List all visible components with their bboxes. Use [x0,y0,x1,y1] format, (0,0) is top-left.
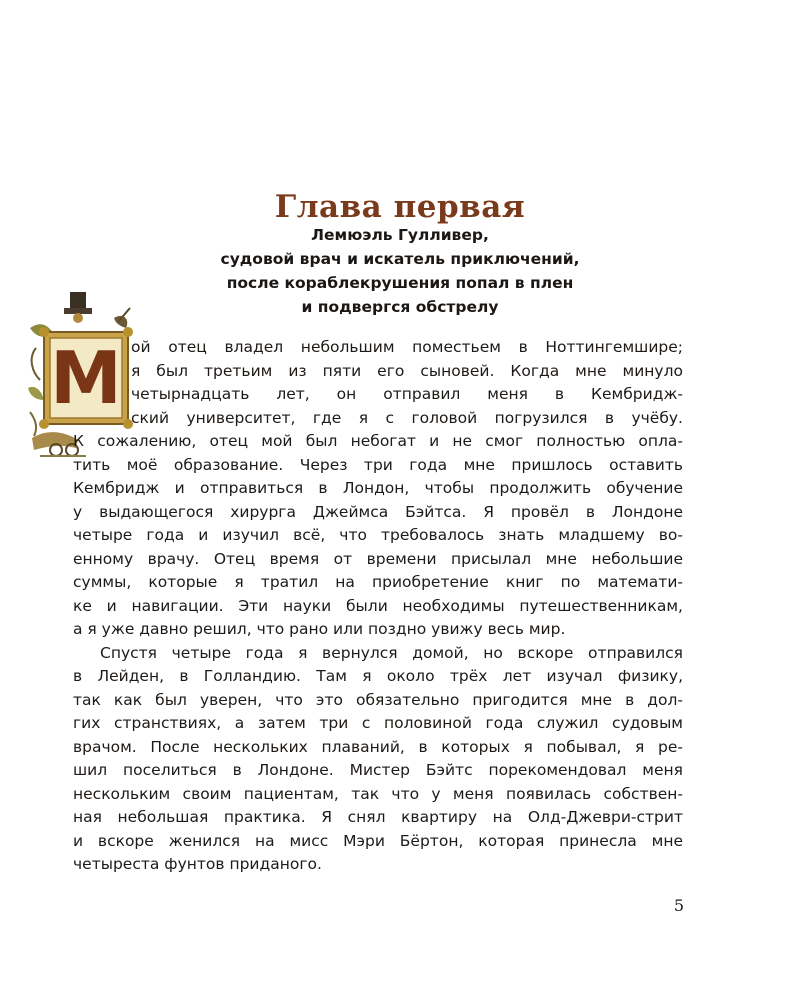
text-line: Кембридж и отправиться в Лондон, чтобы продолжить обучение [73,479,683,497]
subtitle-line: Лемюэль Гулливер, [311,226,489,244]
page-number: 5 [673,896,685,915]
text-line: четырнадцать лет, он отправил меня в Кембридж- [131,385,683,403]
chapter-title: Глава первая [274,188,526,225]
text-line: К сожалению, отец мой был небогат и не смог полностью опла- [73,432,683,450]
paragraph [73,336,683,642]
subtitle-line: судовой врач и искатель приключений, [220,250,580,268]
text-line: я был третьим из пяти его сыновей. Когда мне минуло [131,361,683,380]
text-line: четыреста фунтов приданого. [73,855,322,873]
text-line: четыре года и изучил всё, что требовалось знать младшему во- [73,526,683,544]
body-text [73,336,683,877]
text-line: ке и навигации. Эти науки были необходимы путешественникам, [73,596,683,615]
paragraph [73,642,683,877]
text-line: ой отец владел небольшим поместьем в Ноттингемшире; [131,338,683,356]
text-line: ная небольшая практика. Я снял квартиру на Олд-Джеври-стрит [73,808,683,826]
text-line: суммы, которые я тратил на приобретение книг по математи- [73,573,683,591]
text-line: Спустя четыре года я вернулся домой, но вскоре отправился [100,643,683,662]
text-line: и вскоре женился на мисс Мэри Бёртон, которая принесла мне [73,831,683,850]
text-line: тить моё образование. Через три года мне пришлось оставить [73,455,683,474]
chapter-subtitle [150,223,650,319]
text-line: шил поселиться в Лондоне. Мистер Бэйтс порекомендовал меня [73,761,683,779]
text-line: так как был уверен, что это обязательно пригодится мне в дол- [73,690,683,709]
subtitle-line: после кораблекрушения попал в плен [226,274,574,292]
text-line: енному врачу. Отец время от времени присылал мне небольшие [73,549,683,568]
text-line: ский университет, где я с головой погрузился в учёбу. [131,408,683,427]
text-line: врачом. После нескольких плаваний, в которых я побывал, я ре- [73,737,683,756]
text-line: в Лейден, в Голландию. Там я около трёх лет изучал физику, [73,667,683,685]
subtitle-line: и подвергся обстрелу [301,298,499,316]
text-line: нескольким своим пациентам, так что у меня появилась собствен- [73,784,683,803]
text-line: у выдающегося хирурга Джеймса Бэйтса. Я провёл в Лондоне [73,502,683,521]
text-line: а я уже давно решил, что рано или поздно увижу весь мир. [73,620,566,638]
text-line: гих странствиях, а затем три с половиной года служил судовым [73,714,683,732]
drop-cap-letter: М [50,336,122,420]
